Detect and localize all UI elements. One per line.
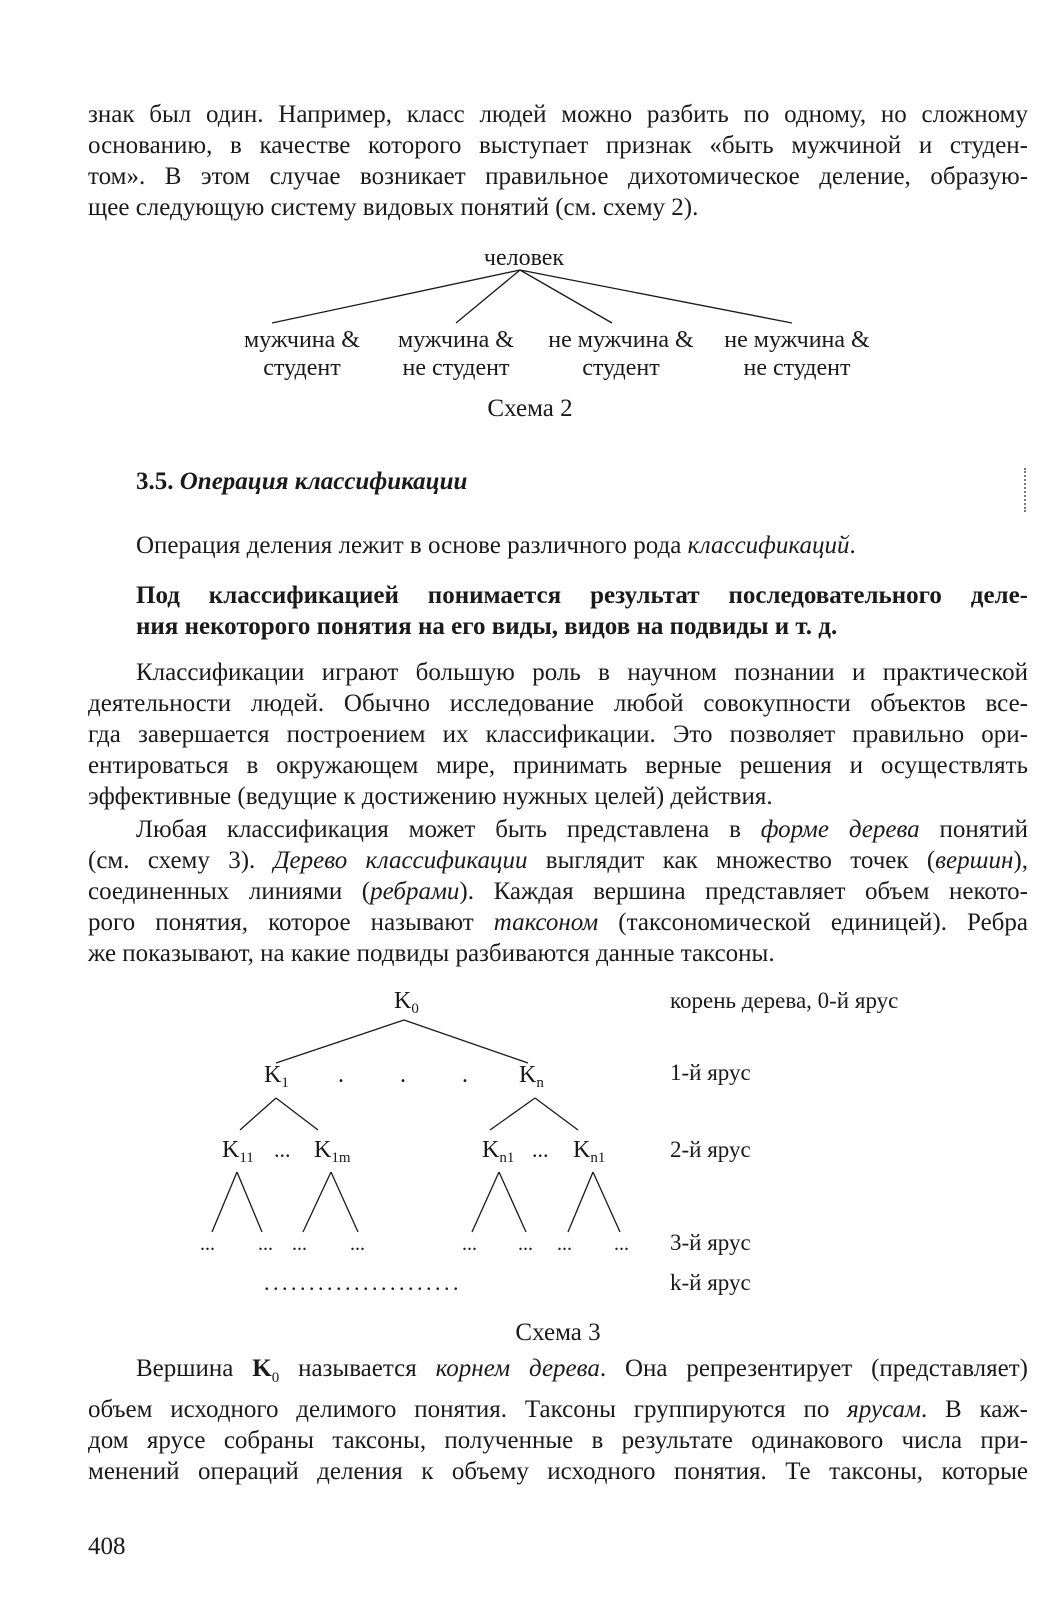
schema-2-leaf: не мужчина &	[724, 327, 870, 353]
schema-3-gap-dot: .	[462, 1062, 468, 1088]
text-line: деятельности людей. Обычно исследование любой совокупности объектов все-	[88, 690, 1028, 717]
page-number: 408	[88, 1533, 126, 1560]
text-line: том». В этом случае возникает правильное дихотомическое деление, образую-	[88, 163, 1028, 190]
text-run: Операция деления лежит в основе различного рода	[136, 532, 688, 559]
schema-2-leaf: не студент	[402, 355, 510, 381]
tree-edge	[499, 1172, 526, 1232]
tree-edge	[331, 1172, 358, 1232]
text-line: знак был один. Например, класс людей можно разбить по одному, но сложному	[88, 101, 1028, 128]
text-line: щее следующую систему видовых понятий (см. схему 2).	[88, 194, 699, 221]
text-line: гда завершается построением их классификации. Это позволяет правильно ори-	[88, 721, 1028, 748]
text-run: соединенных линиями (	[88, 878, 371, 905]
node-letter: K	[519, 1062, 537, 1088]
text-line	[88, 1353, 1028, 1394]
schema-3-node-k11	[222, 1137, 254, 1166]
node-letter: K	[222, 1137, 240, 1163]
text-line: ния некоторого понятия на его виды, видов на подвиды и т. д.	[136, 613, 838, 640]
schema-3-node-k1	[264, 1062, 289, 1091]
tree-edge	[404, 1020, 528, 1063]
schema-3-leaf-ellipsis: ...	[518, 1233, 533, 1255]
schema-3-ellipsis: ...	[532, 1137, 549, 1162]
bold-symbol: K	[252, 1355, 272, 1382]
schema-2-leaf: студент	[263, 355, 341, 381]
text-run: ),	[1013, 847, 1028, 874]
tree-edge	[276, 1020, 404, 1063]
text-run: рого понятия, которое называют	[88, 909, 494, 936]
tree-edge	[212, 1172, 237, 1232]
text-line	[88, 1394, 1028, 1425]
text-line: ентироваться в окружающем мире, принимать верные решения и осуществлять	[88, 752, 1028, 779]
node-letter: K	[314, 1137, 332, 1163]
text-run: Любая классификация может быть представлена в	[136, 816, 761, 843]
text-run: выглядит как множество точек (	[527, 847, 936, 874]
level-label-2: 2-й ярус	[670, 1137, 751, 1162]
symbol-subscript: 0	[271, 1370, 280, 1386]
schema-3-node-k1m	[314, 1137, 351, 1166]
level-label-0: корень дерева, 0-й ярус	[670, 988, 899, 1013]
schema-3-ellipsis: ...	[274, 1137, 291, 1162]
text-line: основанию, в качестве которого выступает признак «быть мужчиной и студен-	[88, 132, 1028, 159]
schema-3-caption: Схема 3	[515, 1319, 601, 1346]
node-letter: K	[573, 1137, 591, 1163]
schema-3-node-kn1	[482, 1137, 514, 1166]
tree-edge	[472, 1172, 499, 1232]
emphasis-text: Дерево классификации	[273, 847, 528, 874]
node-subscript: n1	[499, 1150, 515, 1166]
schema-2-root: человек	[483, 245, 565, 271]
text-run: объем исходного делимого понятия. Таксоны группируются по	[88, 1396, 848, 1423]
schema-3-node-kn	[519, 1062, 544, 1091]
emphasis-text: таксоном	[493, 909, 599, 936]
tree-edge	[237, 1172, 262, 1232]
schema-3-leaf-ellipsis: ...	[292, 1233, 307, 1255]
node-subscript: n1	[590, 1150, 606, 1166]
schema-3-gap-dot: .	[338, 1062, 344, 1088]
text-run: (таксономической единицей). Ребра	[598, 909, 1028, 936]
text-run: ). Каждая вершина представляет объем некото-	[459, 878, 1028, 905]
emphasis-text: ярусам	[847, 1396, 921, 1423]
schema-2-leaf: мужчина &	[398, 327, 514, 353]
emphasis-text: форме дерева	[760, 816, 920, 843]
node-subscript: 0	[411, 1001, 419, 1017]
text-line: Под классификацией понимается результат последовательного деле-	[136, 582, 1028, 609]
node-subscript: 1	[281, 1075, 289, 1091]
emphasis-text: классификаций	[687, 532, 850, 559]
emphasis-text: вершин	[935, 847, 1014, 874]
level-label-k: k-й ярус	[670, 1270, 751, 1295]
text-line: же показывают, на какие подвиды разбиваются данные таксоны.	[88, 940, 775, 967]
node-letter: K	[264, 1062, 282, 1088]
schema-3-leaf-ellipsis: ...	[258, 1233, 273, 1255]
tree-edge	[303, 1172, 331, 1232]
tree-edge	[568, 1172, 593, 1232]
schema-3-leaf-ellipsis: ...	[614, 1233, 629, 1255]
node-subscript: 1m	[331, 1150, 351, 1166]
text-run: . В каж-	[920, 1396, 1029, 1423]
text-run: .	[849, 532, 856, 559]
emphasis-text: корнем дерева	[435, 1355, 600, 1382]
text-line: Классификации играют большую роль в научном познании и практической	[136, 659, 1028, 686]
tree-edge	[276, 1098, 318, 1130]
level-label-1: 1-й ярус	[670, 1060, 751, 1085]
paragraph-root	[88, 1353, 1028, 1487]
schema-2-leaf: не студент	[743, 355, 851, 381]
schema-3-leaf-ellipsis: ...	[200, 1233, 215, 1255]
schema-2-leaf: студент	[582, 355, 660, 381]
section-number: 3.5.	[136, 468, 174, 495]
node-letter: K	[394, 988, 412, 1014]
text-line: менений операций деления к объему исходного понятия. Те таксоны, которые	[88, 1458, 1028, 1485]
schema-3-k-level-dots: ......................	[264, 1270, 462, 1295]
schema-3-root-node	[394, 988, 419, 1017]
text-run: Вершина	[136, 1355, 253, 1382]
schema-3-gap-dot: .	[400, 1062, 406, 1088]
node-subscript: 11	[239, 1150, 254, 1166]
text-line: эффективные (ведущие к достижению нужных целей) действия.	[88, 783, 773, 810]
tree-edge	[490, 1098, 535, 1130]
schema-3-node-kn1	[573, 1137, 605, 1166]
schema-3-leaf-ellipsis: ...	[557, 1233, 572, 1255]
node-letter: K	[482, 1137, 500, 1163]
schema-2-leaf: мужчина &	[244, 327, 360, 353]
section-title: Операция классификации	[179, 468, 468, 495]
emphasis-text: ребрами	[370, 878, 460, 905]
text-line: дом ярусе собраны таксоны, полученные в результате одинакового числа при-	[88, 1427, 1028, 1454]
schema-2-leaf: не мужчина &	[548, 327, 694, 353]
tree-edge	[240, 1098, 276, 1130]
text-run: . Она репрезентирует (представляет)	[599, 1355, 1028, 1382]
schema-3-leaf-ellipsis: ...	[350, 1233, 365, 1255]
text-run: (см. схему 3).	[88, 847, 274, 874]
level-label-3: 3-й ярус	[670, 1230, 751, 1255]
text-run: понятий	[919, 816, 1028, 843]
tree-edge	[593, 1172, 620, 1232]
node-subscript: n	[536, 1075, 544, 1091]
tree-edge	[535, 1098, 578, 1130]
schema-3-leaf-ellipsis: ...	[462, 1233, 477, 1255]
text-run: называется	[279, 1355, 436, 1382]
schema-2-caption: Схема 2	[487, 395, 573, 422]
